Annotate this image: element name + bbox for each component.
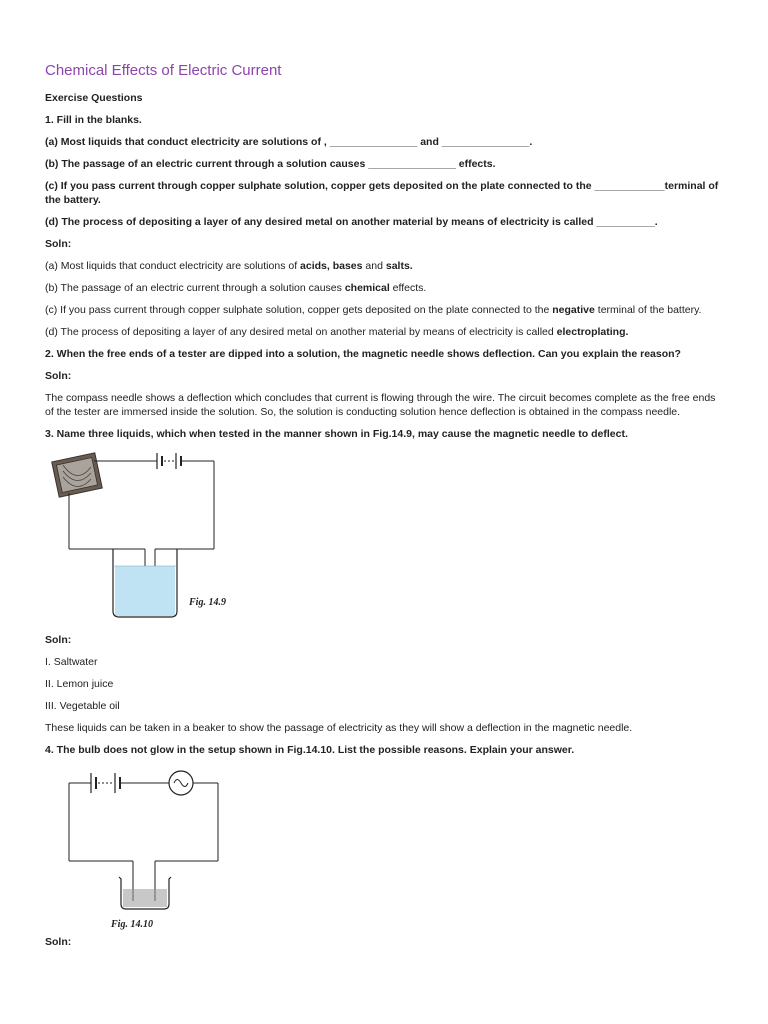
page-title: Chemical Effects of Electric Current <box>45 62 282 79</box>
bulb-icon <box>169 771 193 795</box>
answer-1b <box>45 281 725 295</box>
battery-icon <box>91 773 120 793</box>
battery-icon <box>157 453 181 469</box>
answer-3-item-2: II. Lemon juice <box>45 678 114 690</box>
answer-1d-bold: electroplating. <box>556 326 629 338</box>
question-2: 2. When the free ends of a tester are dipped into a solution, the magnetic needle shows deflection. Can you explain the reason? <box>45 348 681 360</box>
answer-1b-bold: chemical <box>344 282 390 294</box>
figure-14-10-drawing <box>61 761 261 933</box>
compass-icon <box>52 453 103 497</box>
soln-label-3: Soln: <box>45 634 72 646</box>
answer-1c <box>45 303 725 317</box>
answer-3-item-1: I. Saltwater <box>45 656 98 668</box>
question-1d: (d) The process of depositing a layer of any desired metal on another material by means of electricity is called __________. <box>45 216 658 228</box>
answer-1a-mid: and <box>362 260 386 272</box>
answer-1b-text: (b) The passage of an electric current through a solution causes <box>45 282 345 294</box>
answer-3-item-3: III. Vegetable oil <box>45 700 120 712</box>
answer-1a-bold-1: acids, bases <box>300 260 363 272</box>
exercise-heading: Exercise Questions <box>45 92 143 104</box>
question-1b: (b) The passage of an electric current through a solution causes _______________ effects. <box>45 158 496 170</box>
figure-14-9-caption: Fig. 14.9 <box>189 597 226 608</box>
figure-14-9-drawing <box>49 445 279 627</box>
answer-1a-bold-2: salts. <box>385 260 413 272</box>
figure-14-10-caption: Fig. 14.10 <box>111 919 153 930</box>
beaker-icon <box>119 877 171 909</box>
answer-1a-text: (a) Most liquids that conduct electricity are solutions of <box>45 260 301 272</box>
answer-2: The compass needle shows a deflection which concludes that current is flowing through the wire. The circuit becomes complete as the free ends of the tester are immersed inside the solution. So, the solution is conducting solution hence deflection is obtained in the compass needle. <box>45 392 716 418</box>
soln-label-2: Soln: <box>45 370 72 382</box>
question-4: 4. The bulb does not glow in the setup shown in Fig.14.10. List the possible reasons. Explain your answer. <box>45 744 575 756</box>
answer-3-text: These liquids can be taken in a beaker to show the passage of electricity as they will show a deflection in the magnetic needle. <box>45 722 633 734</box>
answer-1c-bold: negative <box>552 304 595 316</box>
question-1a: (a) Most liquids that conduct electricity are solutions of , _______________ and _______________. <box>45 136 533 148</box>
answer-1c-post: terminal of the battery. <box>594 304 702 316</box>
answer-1d-text: (d) The process of depositing a layer of any desired metal on another material by means of electricity is called <box>45 326 557 338</box>
answer-1d <box>45 325 725 339</box>
soln-label-4: Soln: <box>45 936 72 948</box>
question-1c: (c) If you pass current through copper sulphate solution, copper gets deposited on the plate connected to the ____________terminal of the battery. <box>45 180 719 206</box>
answer-1b-post: effects. <box>389 282 427 294</box>
answer-1a <box>45 259 725 273</box>
question-3: 3. Name three liquids, which when tested in the manner shown in Fig.14.9, may cause the magnetic needle to deflect. <box>45 428 628 440</box>
answer-1c-text: (c) If you pass current through copper sulphate solution, copper gets deposited on the plate connected to the <box>45 304 553 316</box>
figure-14-9 <box>49 445 279 627</box>
question-1: 1. Fill in the blanks. <box>45 114 142 126</box>
figure-14-10 <box>61 761 261 933</box>
document-content <box>45 62 725 957</box>
soln-label: Soln: <box>45 238 72 250</box>
